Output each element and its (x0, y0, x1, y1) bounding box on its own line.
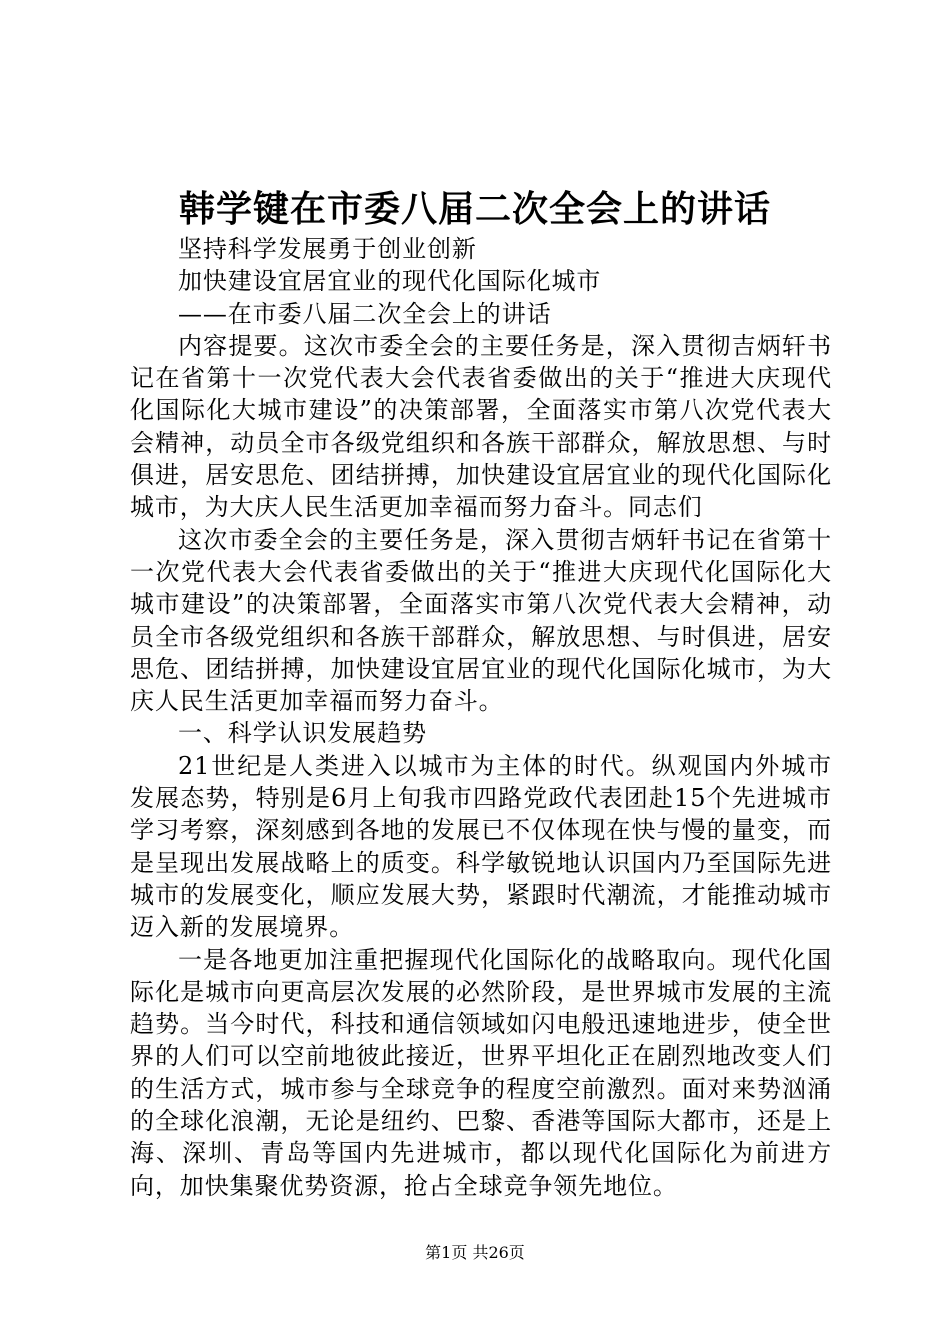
document-body (130, 233, 832, 1202)
abstract-paragraph: 内容提要。这次市委全会的主要任务是，深入贯彻吉炳轩书记在省第十一次党代表大会代表省委做出的关于“推进大庆现代化国际化大城市建设”的决策部署，全面落实市第八次党代表大会精神，动员全市各级党组织和各族干部群众，解放思想、与时俱进，居安思危、团结拼搏，加快建设宜居宜业的现代化国际化城市，为大庆人民生活更加幸福而努力奋斗。同志们 (130, 331, 832, 522)
page-title: 韩学键在市委八届二次全会上的讲话 (178, 188, 771, 230)
subtitle-line: 坚持科学发展勇于创业创新 (178, 235, 477, 263)
body-paragraph: 21世纪是人类进入以城市为主体的时代。纵观国内外城市发展态势，特别是6月上旬我市四路党政代表团赴15个先进城市学习考察，深刻感到各地的发展已不仅体现在快与慢的量变，而是呈现出发展战略上的质变。科学敏锐地认识国内乃至国际先进城市的发展变化，顺应发展大势，紧跟时代潮流，才能推动城市迈入新的发展境界。 (130, 751, 832, 942)
section-heading: 一、科学认识发展趋势 (178, 719, 427, 748)
body-paragraph: 这次市委全会的主要任务是，深入贯彻吉炳轩书记在省第十一次党代表大会代表省委做出的关于“推进大庆现代化国际化大城市建设”的决策部署，全面落实市第八次党代表大会精神，动员全市各级党组织和各族干部群众，解放思想、与时俱进，居安思危、团结拼搏，加快建设宜居宜业的现代化国际化城市，为大庆人民生活更加幸福而努力奋斗。 (130, 525, 832, 716)
page-footer: 第1页 共26页 (425, 1243, 525, 1262)
body-paragraph: 一是各地更加注重把握现代化国际化的战略取向。现代化国际化是城市向更高层次发展的必然阶段，是世界城市发展的主流趋势。当今时代，科技和通信领域如闪电般迅速地进步，使全世界的人们可以空前地彼此接近，世界平坦化正在剧烈地改变人们的生活方式，城市参与全球竞争的程度空前激烈。面对来势汹涌的全球化浪潮，无论是纽约、巴黎、香港等国际大都市，还是上海、深圳、青岛等国内先进城市，都以现代化国际化为前进方向，加快集聚优势资源，抢占全球竞争领先地位。 (130, 945, 832, 1200)
subtitle-line: 加快建设宜居宜业的现代化国际化城市 (178, 267, 602, 296)
subtitle-line: ——在市委八届二次全会上的讲话 (178, 299, 552, 328)
